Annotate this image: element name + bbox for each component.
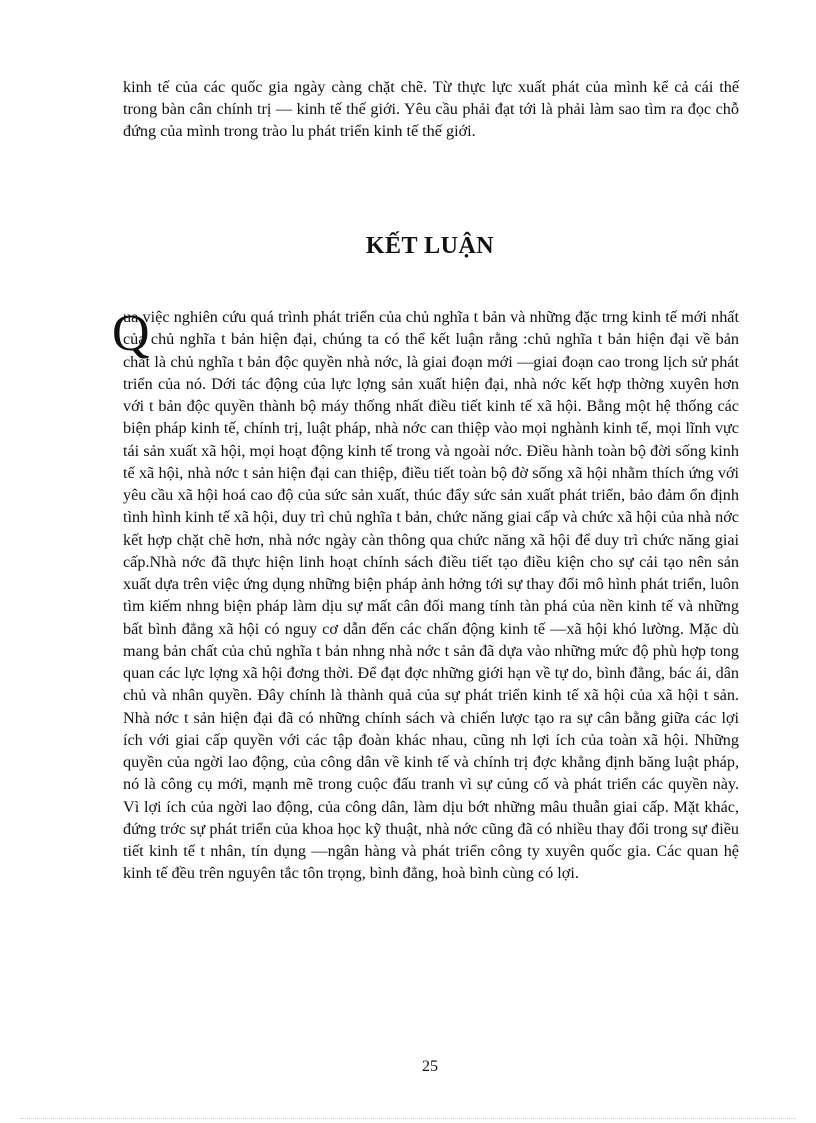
intro-paragraph: kinh tế của các quốc gia ngày càng chặt chẽ. Từ thực lực xuất phát của mình kể cả cái thế trong bàn cân chính trị — kinh tế thế giới. Yêu cầu phải đạt tới là phải làm sao tìm ra đọc chỗ đứng của mình trong trào lu phát triển kinh tế thế giới. [123, 78, 739, 141]
footer-dotted-rule [20, 1118, 796, 1119]
drop-cap: Q [112, 305, 150, 362]
conclusion-paragraph: ua việc nghiên cứu quá trình phát triển của chủ nghĩa t bản và những đặc trng kinh tế mới nhất của chủ nghĩa t bản hiện đại, chúng ta có thể kết luận rằng :chủ nghĩa t bản hiện đại về bản chất là chủ nghĩa t bản độc quyền nhà nớc, là giai đoạn mới —giai đoạn cao trong lịch sử phát triển của nó. Dới tác động của lực lợng sản xuất hiện đại, nhà nớc kết hợp thờng xuyên hơn với t bản độc quyền thành bộ máy thống nhất điều tiết kinh tế xã hội. Bằng một hệ thống các biện pháp kinh tế, chính trị, luật pháp, nhà nớc can thiệp vào mọi nghành kinh tế, mọi lĩnh vực tái sản xuất xã hội, mọi hoạt động kinh tế trong và ngoài nớc. Điều hành toàn bộ đời sống kinh tế xã hội, nhà nớc t sản hiện đại can thiệp, điều tiết toàn bộ đờ sống xã hội nhằm thích ứng với yêu cầu xã hội hoá cao độ của sức sản xuất, thúc đẩy sức sản xuất phát triển, bảo đảm ổn định tình hình kinh tế xã hội, duy trì chủ nghĩa t bản, chức năng giai cấp và chức xã hội của nhà nớc kết hợp chặt chẽ hơn, nhà nớc ngày càn thông qua chức năng xã hội để duy trì chức năng giai cấp.Nhà nớc đã thực hiện linh hoạt chính sách điều tiết tạo điều kiện cho sự cải tạo nên sản xuất dựa trên việc ứng dụng những biện pháp ảnh hởng tới sự thay đổi mô hình phát triển, luôn tìm kiếm nhng biện pháp làm dịu sự mất cân đối mang tính tàn phá của nền kinh tế và những bất bình đẳng xã hội có nguy cơ dẫn đến các chấn động kinh tế —xã hội khó lường. Mặc dù mang bản chất của chủ nghĩa t bản nhng nhà nớc t sản đã dựa vào những mức độ phù hợp tong quan các lực lợng xã hội đơng thời. Để đạt đợc những giới hạn về tự do, bình đẳng, bác ái, dân chủ và nhân quyền. Đây chính là thành quả của sự phát triển kinh tế xã hội của xã hội t sản. Nhà nớc t sản hiện đại đã có những chính sách và chiến lược tạo ra sự cân bằng giữa các lợi ích với giai cấp quyền với các tập đoàn khác nhau, cũng nh lợi ích của toàn xã hội. Những quyền của ngời lao động, của công dân về kinh tế và chính trị đợc khẳng định băng luật pháp, nó là công cụ mới, mạnh mẽ trong cuộc đấu tranh vì sự củng cố và phát triển các quyền này. Vì lợi ích của ngời lao động, của công dân, làm dịu bớt những mâu thuẫn giai cấp. Mặt khác, đứng trớc sự phát triển của khoa học kỹ thuật, nhà nớc cũng đã có nhiều thay đổi trong sự điều tiết kinh tế t nhân, tín dụng —ngân hàng và phát triển công ty xuyên quốc gia. Các quan hệ kinh tế đều trên nguyên tắc tôn trọng, bình đẳng, hoà bình cùng có lợi. [123, 308, 739, 883]
page-number: 25 [422, 1058, 438, 1075]
section-heading: KẾT LUẬN [365, 233, 495, 259]
